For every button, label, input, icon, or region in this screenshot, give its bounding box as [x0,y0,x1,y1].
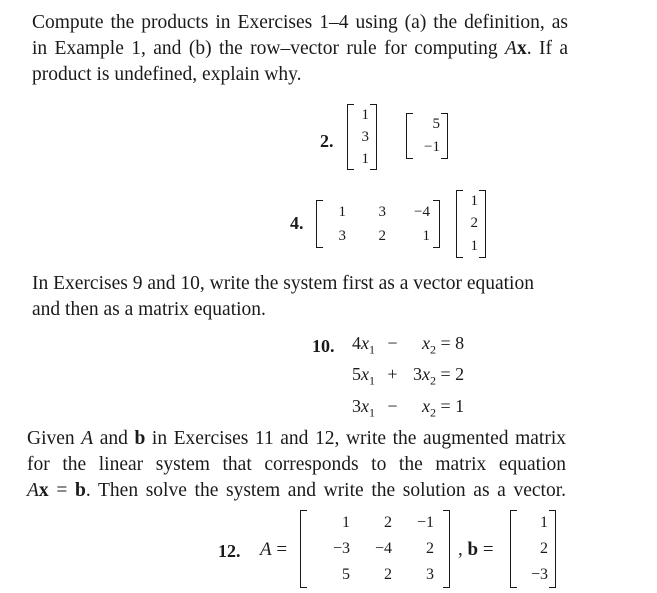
operator: − [387,333,398,353]
intro-line-2-text: in Example 1, and (b) the row–vector rule for computing [32,38,506,59]
matrix-cell: 2 [426,540,434,557]
text: and [93,428,135,449]
var-A: A [81,428,94,449]
exercise-10-label: 10. [312,336,335,356]
matrix-cell: −1 [424,139,440,155]
exercise-12-vector-b [510,510,556,588]
intro-line-3-wrap [32,62,302,88]
exercise-4-matrix-1 [316,200,440,248]
var-b: b [467,539,479,560]
text: Given [27,428,82,449]
matrix-cell: 1 [470,238,478,255]
matrix-cell: 1 [342,514,350,531]
section-2-line-2: and then as a matrix equation. [32,299,266,320]
text: . Then solve the system and write the solution as a vector. [85,480,567,501]
section-3-line-1 [27,426,566,452]
intro-var-A: A [505,38,517,59]
section-3-line-3 [27,478,566,504]
intro-line-1: Compute the products in Exercises 1–4 using (a) the definition, as [32,12,568,33]
intro-line-2-end: . If a [526,38,568,59]
matrix-cell: −4 [414,203,430,220]
coef: 3 [413,364,422,384]
rhs: 2 [455,364,465,384]
matrix-cell: 5 [342,566,350,583]
matrix-cell: 1 [338,203,346,220]
matrix-cell: 2 [470,215,478,232]
var-A: A [27,480,39,501]
exercise-12-matrix-A [300,510,450,588]
text: = [48,480,75,501]
matrix-cell: 1 [540,514,548,531]
matrix-cell: 5 [432,116,440,132]
matrix-cell: 3 [361,128,369,145]
matrix-cell: 3 [426,566,434,583]
section-2-paragraph [32,271,572,323]
exercise-12-A-equals: A = [260,539,288,560]
matrix-cell: 1 [470,192,478,209]
coef: 5 [352,364,361,384]
intro-paragraph [32,10,568,62]
operator: − [387,396,398,416]
matrix-cell: −4 [374,540,392,557]
exercise-12-b-equals: , b = [458,539,494,560]
matrix-cell: −3 [332,540,350,557]
var-x: x [38,480,49,501]
coef: 4 [352,333,361,353]
exercise-12-label: 12. [218,541,241,561]
exercise-2-matrix-1 [347,104,377,170]
matrix-cell: 1 [422,227,430,244]
exercise-10-equation-3: $3x_1 - x_2 = 1$ [352,396,465,420]
intro-var-x: x [516,38,527,59]
text: in Exercises 11 and 12, write the augmented matrix [145,428,567,449]
section-2-line-1: In Exercises 9 and 10, write the system first as a vector equation [32,273,534,294]
matrix-cell: 3 [338,227,346,244]
var-b: b [134,428,146,449]
operator: + [387,364,398,384]
intro-line-2 [32,36,568,62]
matrix-cell: 2 [384,514,392,531]
exercise-10-equation-1: $4x_1 - x_2 = 8$ [352,333,465,357]
rhs: 8 [455,333,465,353]
exercise-10-equation-2: $5x_1 + 3x_2 = 2$ [352,364,465,388]
exercise-2-label: 2. [320,131,334,151]
matrix-cell: 1 [361,150,369,167]
exercise-4-label: 4. [290,213,304,233]
matrix-cell: 2 [384,566,392,583]
matrix-cell: 2 [540,540,548,557]
var-A: A [260,539,272,560]
section-3-line-2: for the linear system that corresponds to the matrix equation [27,454,566,475]
matrix-cell: 3 [378,203,386,220]
var-b: b [74,480,86,501]
rhs: 1 [455,396,465,416]
matrix-cell: −1 [416,514,434,531]
section-3-paragraph [27,426,566,504]
exercise-4-matrix-2 [456,190,486,258]
matrix-cell: 1 [361,106,369,123]
matrix-cell: 2 [378,227,386,244]
exercise-2-matrix-2 [406,113,448,159]
matrix-cell: −3 [530,566,548,583]
intro-line-3: product is undefined, explain why. [32,64,302,85]
coef: 3 [352,396,361,416]
